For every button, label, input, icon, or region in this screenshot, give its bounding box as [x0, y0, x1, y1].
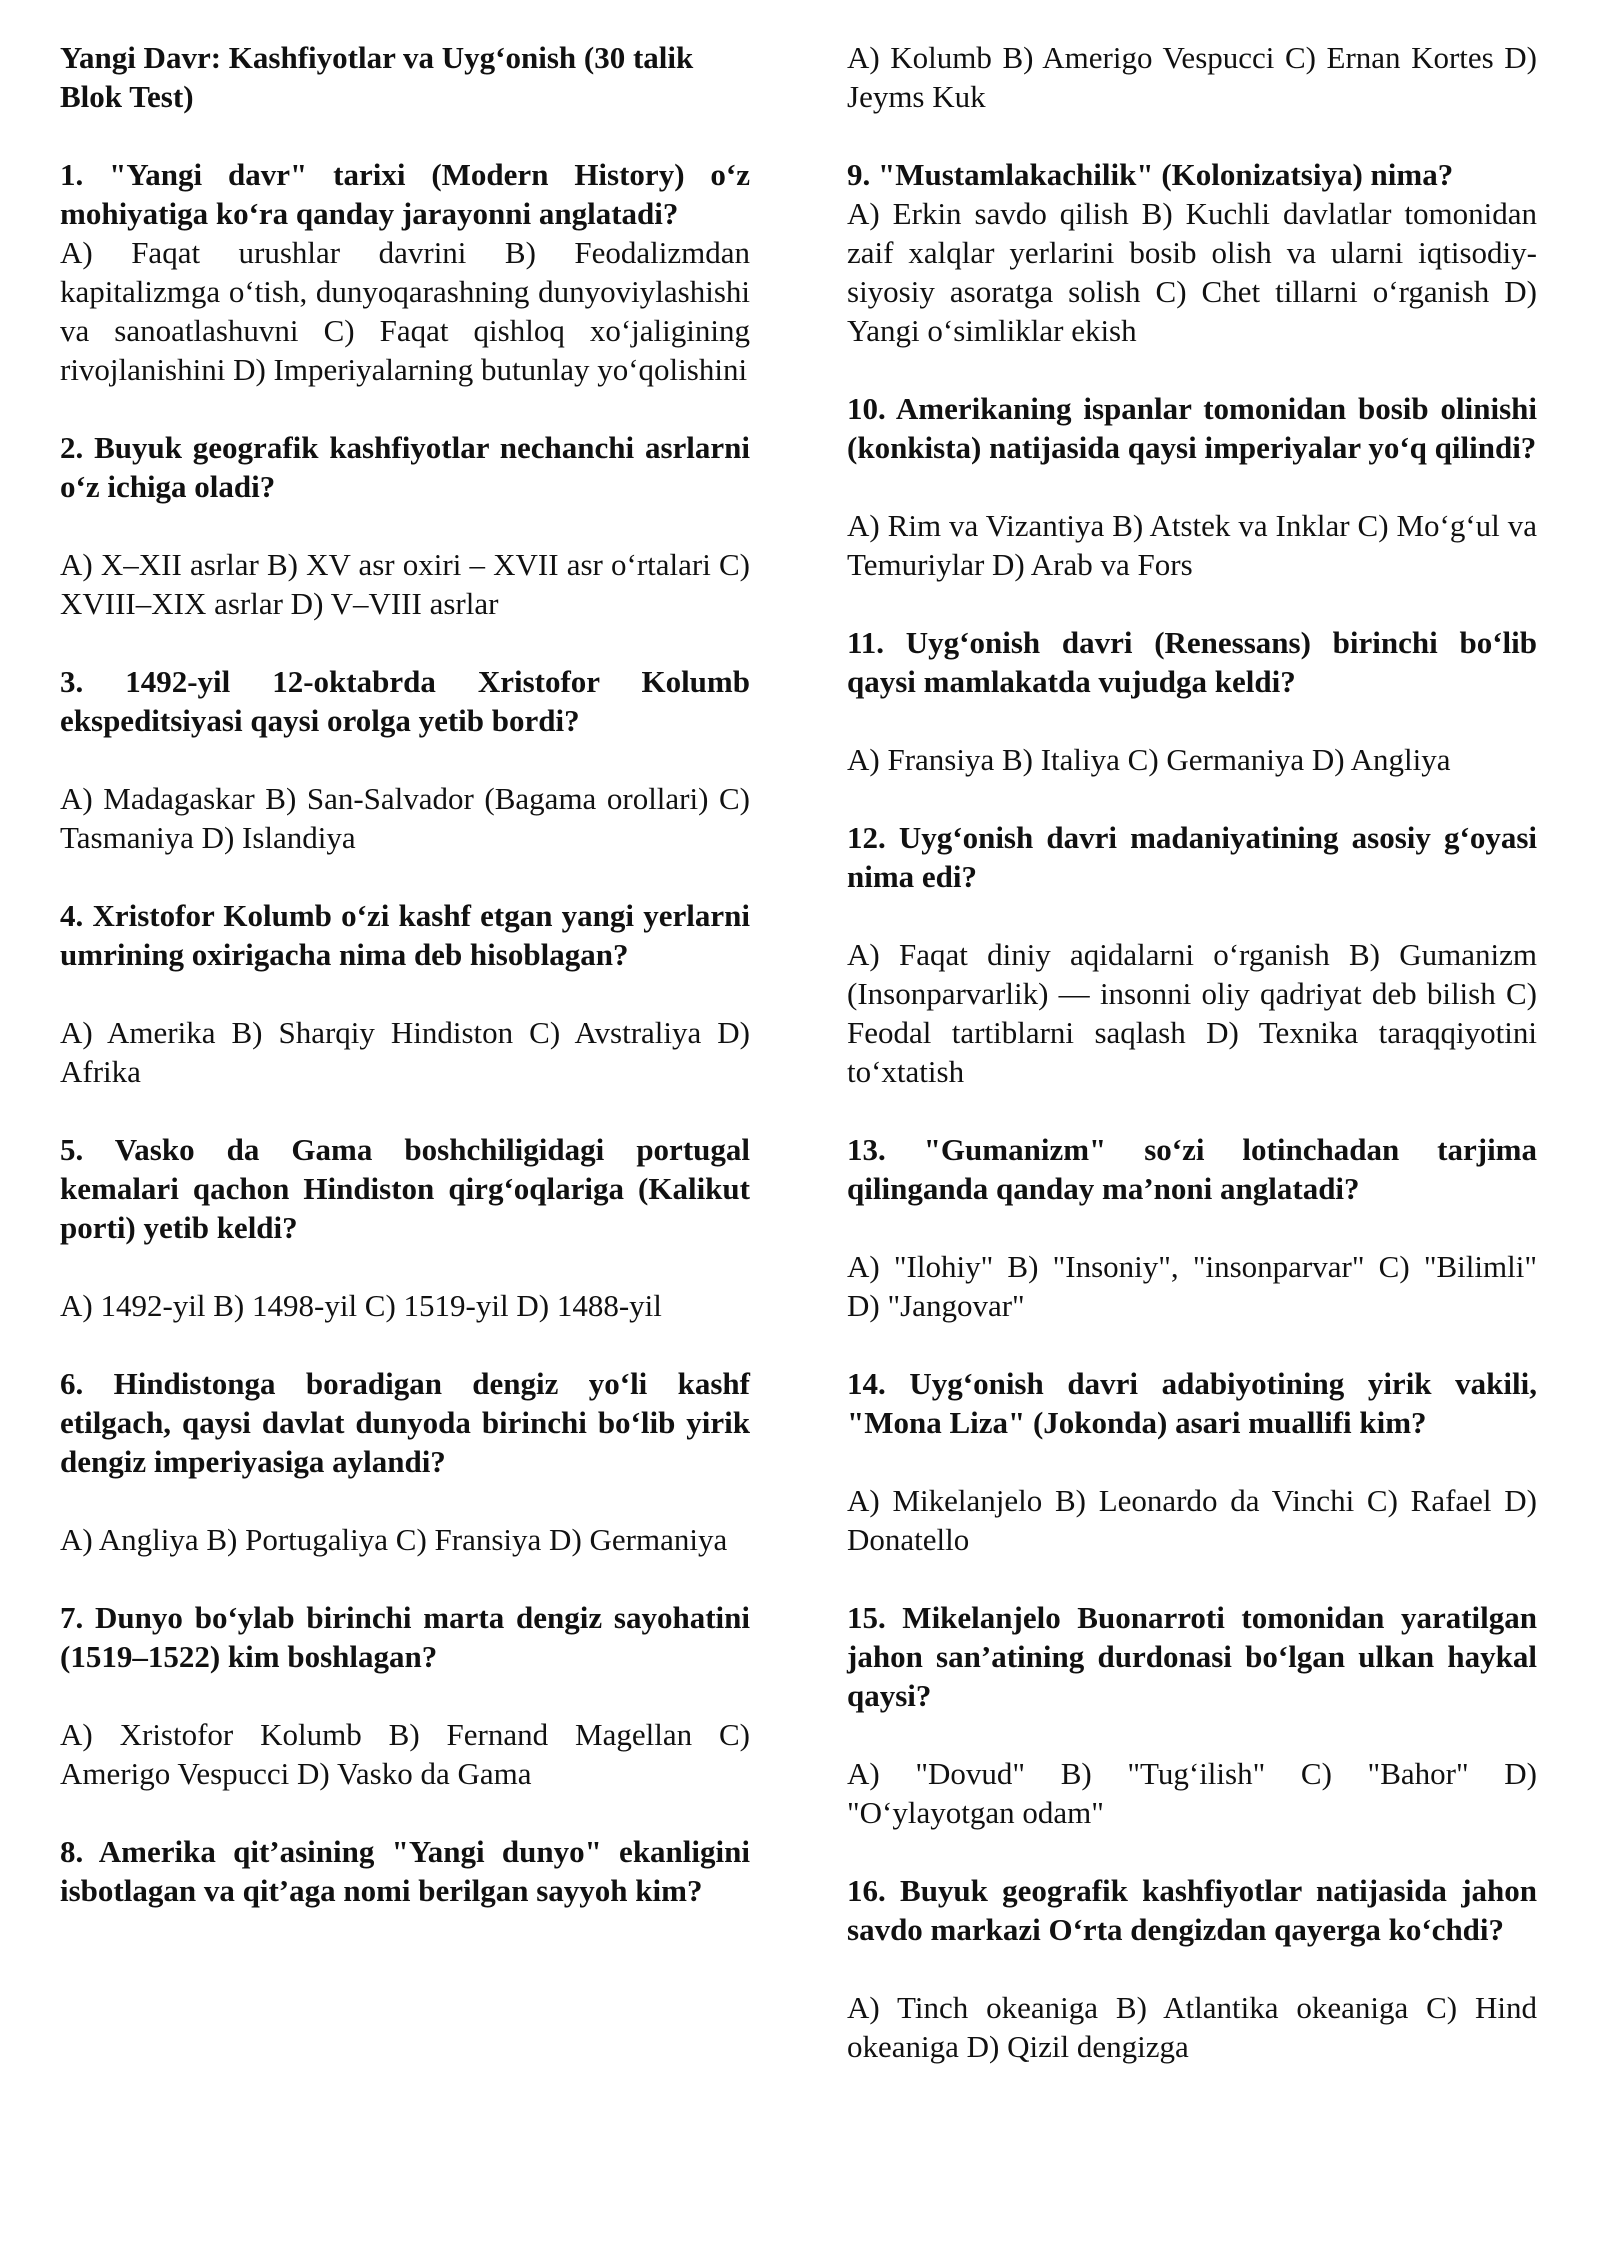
- answers-7: A) Xristofor Kolumb B) Fernand Magellan C) Amerigo Vespucci D) Vasko da Gama: [60, 1717, 750, 1791]
- answers-8: A) Kolumb B) Amerigo Vespucci C) Ernan Kortes D) Jeyms Kuk: [847, 40, 1537, 114]
- answers-15: A) "Dovud" B) "Tug‘ilish" C) "Bahor" D) "O‘ylayotgan odam": [847, 1756, 1537, 1830]
- question-6: 6. Hindistonga boradigan dengiz yo‘li kashf etilgach, qaysi davlat dunyoda birinchi bo‘lib yirik dengiz imperiyasiga aylandi?: [60, 1366, 750, 1479]
- question-11: 11. Uyg‘onish davri (Renessans) birinchi bo‘lib qaysi mamlakatda vujudga keldi?: [847, 625, 1537, 699]
- question-16: 16. Buyuk geografik kashfiyotlar natijasida jahon savdo markazi O‘rta dengizdan qayerga ko‘chdi?: [847, 1873, 1537, 1947]
- answers-11: A) Fransiya B) Italiya C) Germaniya D) Angliya: [847, 742, 1451, 777]
- question-3: 3. 1492-yil 12-oktabrda Xristofor Kolumb ekspeditsiyasi qaysi orolga yetib bordi?: [60, 664, 750, 738]
- answers-4: A) Amerika B) Sharqiy Hindiston C) Avstraliya D) Afrika: [60, 1015, 750, 1089]
- answers-16: A) Tinch okeaniga B) Atlantika okeaniga C) Hind okeaniga D) Qizil dengizga: [847, 1990, 1537, 2064]
- question-13: 13. "Gumanizm" so‘zi lotinchadan tarjima qilinganda qanday ma’noni anglatadi?: [847, 1132, 1537, 1206]
- question-5: 5. Vasko da Gama boshchiligidagi portugal kemalari qachon Hindiston qirg‘oqlariga (Kalikut porti) yetib keldi?: [60, 1132, 750, 1245]
- answers-12: A) Faqat diniy aqidalarni o‘rganish B) Gumanizm (Insonparvarlik) — insonni oliy qadriyat deb bilish C) Feodal tartiblarni saqlash D) Texnika taraqqiyotini to‘xtatish: [847, 937, 1537, 1089]
- question-15: 15. Mikelanjelo Buonarroti tomonidan yaratilgan jahon san’atining durdonasi bo‘lgan ulkan haykal qaysi?: [847, 1600, 1537, 1713]
- answers-10: A) Rim va Vizantiya B) Atstek va Inklar C) Mo‘g‘ul va Temuriylar D) Arab va Fors: [847, 508, 1537, 582]
- question-9: 9. "Mustamlakachilik" (Kolonizatsiya) nima?: [847, 157, 1454, 192]
- answers-13: A) "Ilohiy" B) "Insoniy", "insonparvar" C) "Bilimli" D) "Jangovar": [847, 1249, 1537, 1323]
- question-10: 10. Amerikaning ispanlar tomonidan bosib olinishi (konkista) natijasida qaysi imperiyalar yo‘q qilindi?: [847, 391, 1537, 465]
- answers-1: A) Faqat urushlar davrini B) Feodalizmdan kapitalizmga o‘tish, dunyoqarashning dunyoviylashishi va sanoatlashuvni C) Faqat qishloq xo‘jaligining rivojlanishini D) Imperiyalarning butunlay yo‘qolishini: [60, 235, 750, 387]
- answers-6: A) Angliya B) Portugaliya C) Fransiya D) Germaniya: [60, 1522, 728, 1557]
- question-1: 1. "Yangi davr" tarixi (Modern History) o‘z mohiyatiga ko‘ra qanday jarayonni anglatadi?: [60, 157, 750, 231]
- answers-2: A) X–XII asrlar B) XV asr oxiri – XVII asr o‘rtalari C) XVIII–XIX asrlar D) V–VIII asrlar: [60, 547, 750, 621]
- answers-5: A) 1492-yil B) 1498-yil C) 1519-yil D) 1488-yil: [60, 1288, 662, 1323]
- question-8: 8. Amerika qit’asining "Yangi dunyo" ekanligini isbotlagan va qit’aga nomi berilgan sayyoh kim?: [60, 1834, 750, 1908]
- question-14: 14. Uyg‘onish davri adabiyotining yirik vakili, "Mona Liza" (Jokonda) asari muallifi kim?: [847, 1366, 1537, 1440]
- question-7: 7. Dunyo bo‘ylab birinchi marta dengiz sayohatini (1519–1522) kim boshlagan?: [60, 1600, 750, 1674]
- right-column: [847, 38, 1537, 2066]
- document-title: Yangi Davr: Kashfiyotlar va Uyg‘onish (30 talik Blok Test): [60, 40, 694, 114]
- answers-14: A) Mikelanjelo B) Leonardo da Vinchi C) Rafael D) Donatello: [847, 1483, 1537, 1557]
- answers-3: A) Madagaskar B) San-Salvador (Bagama orollari) C) Tasmaniya D) Islandiya: [60, 781, 750, 855]
- question-12: 12. Uyg‘onish davri madaniyatining asosiy g‘oyasi nima edi?: [847, 820, 1537, 894]
- question-4: 4. Xristofor Kolumb o‘zi kashf etgan yangi yerlarni umrining oxirigacha nima deb hisoblagan?: [60, 898, 750, 972]
- answers-9: A) Erkin savdo qilish B) Kuchli davlatlar tomonidan zaif xalqlar yerlarini bosib olish va ularni iqtisodiy-siyosiy asoratga solish C) Chet tillarni o‘rganish D) Yangi o‘simliklar ekish: [847, 196, 1537, 348]
- left-column: [60, 38, 750, 1910]
- question-2: 2. Buyuk geografik kashfiyotlar nechanchi asrlarni o‘z ichiga oladi?: [60, 430, 750, 504]
